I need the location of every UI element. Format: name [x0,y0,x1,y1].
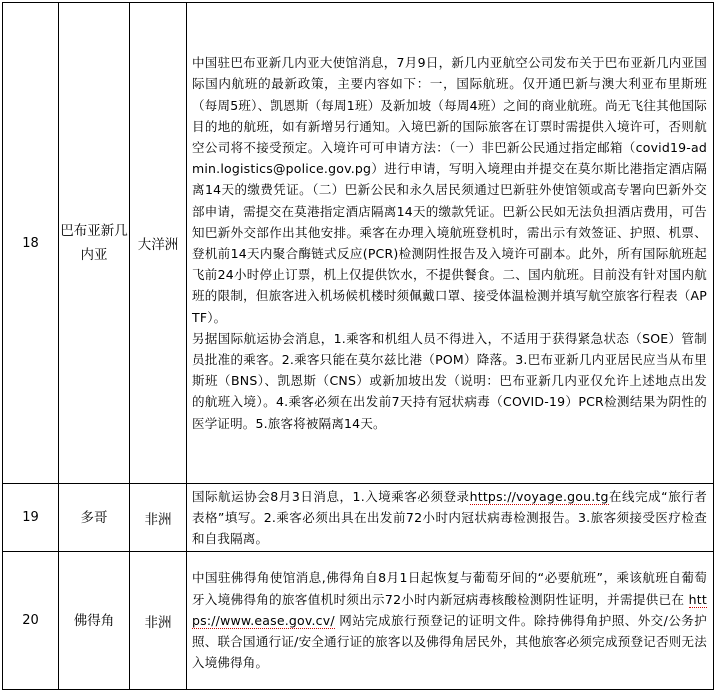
policy-text: 中国驻佛得角使馆消息,佛得角自8月1日起恢复与葡萄牙间的“必要航班”，乘该航班自葡萄牙入境佛得角的旅客值机时须出示72小时内新冠病毒核酸检测阴性证明，并需提供已在 [192,570,707,607]
country-name: 巴布亚新几内亚 [59,3,130,484]
registration-link[interactable]: https://www.ease.gov.cv/ [192,591,707,628]
table-row [3,3,714,484]
country-name: 佛得角 [59,552,130,690]
table-row [3,484,714,552]
policy-content [187,552,714,690]
row-number: 18 [3,3,59,484]
row-number: 20 [3,552,59,690]
policy-content [187,3,714,484]
policy-content [187,484,714,552]
row-number: 19 [3,484,59,552]
policy-paragraph: 另据国际航运协会消息，1.乘客和机组人员不得进入，不适用于获得紧急状态（SOE）管制员批准的乘客。2.乘客只能在莫尔兹比港（POM）降落。3.巴布亚新几内亚居民应当从布里斯班（BNS）、凯恩斯（CNS）或新加坡出发（说明：巴布亚新几内亚仅允许上述地点出发的航班入境）。4.乘客必须在出发前7天持有冠状病毒（COVID-19）PCR检测结果为阴性的医学证明。5.旅客将被隔离14天。 [192,330,707,431]
country-name: 多哥 [59,484,130,552]
policy-text: 在线完成“旅行者表格”填写。2.乘客必须出具在出发前72小时内冠状病毒检测报告。3.旅客须接受医疗检查和自我隔离。 [192,488,708,547]
region-name: 非洲 [130,552,187,690]
region-name: 非洲 [130,484,187,552]
region-name: 大洋洲 [130,3,187,484]
policy-paragraph: 中国驻巴布亚新几内亚大使馆消息，7月9日，新几内亚航空公司发布关于巴布亚新几内亚国际国内航班的最新政策，主要内容如下：一，国际航班。仅开通巴新与澳大利亚布里斯班（每周5班）、凯恩斯（每周1班）及新加坡（每周4班）之间的商业航班。尚无飞往其他国际目的地的航班，如有新增另行通知。入境巴新的国际旅客在订票时需提供入境许可，否则航空公司将不接受预定。入境许可可申请方法：（一）非巴新公民通过指定邮箱（covid19-admin.logistics@police.gov.pg）进行申请，写明入境理由并提交在莫尔斯比港指定酒店隔离14天的缴费凭证。（二）巴新公民和永久居民须通过巴新驻外使馆领或高专署向巴新外交部申请，需提交在莫港指定酒店隔离14天的缴款凭证。巴新公民如无法负担酒店费用，可告知巴新外交部作出其他安排。乘客在办理入境航班登机时，需出示有效签证、护照、机票、登机前14天内聚合酶链式反应(PCR)检测阴性报告及入境许可副本。此外，所有国际航班起飞前24小时停止订票，机上仅提供饮水，不提供餐食。二、国内航班。目前没有针对国内航班的限制，但旅客进入机场候机楼时须佩戴口罩、接受体温检测并填写航空旅客行程表（APTF）。 [192,55,707,325]
entry-policy-table [2,2,714,690]
registration-link[interactable]: https://voyage.gou.tg [469,488,609,504]
table-row [3,552,714,690]
policy-text: 国际航运协会8月3日消息，1.入境乘客必须登录 [192,488,470,504]
policy-text: 网站完成旅行预登记的证明文件。除持佛得角护照、外交/公务护照、联合国通行证/安全通行证的旅客以及佛得角居民外，其他旅客必须完成预登记否则无法入境佛得角。 [192,612,707,671]
